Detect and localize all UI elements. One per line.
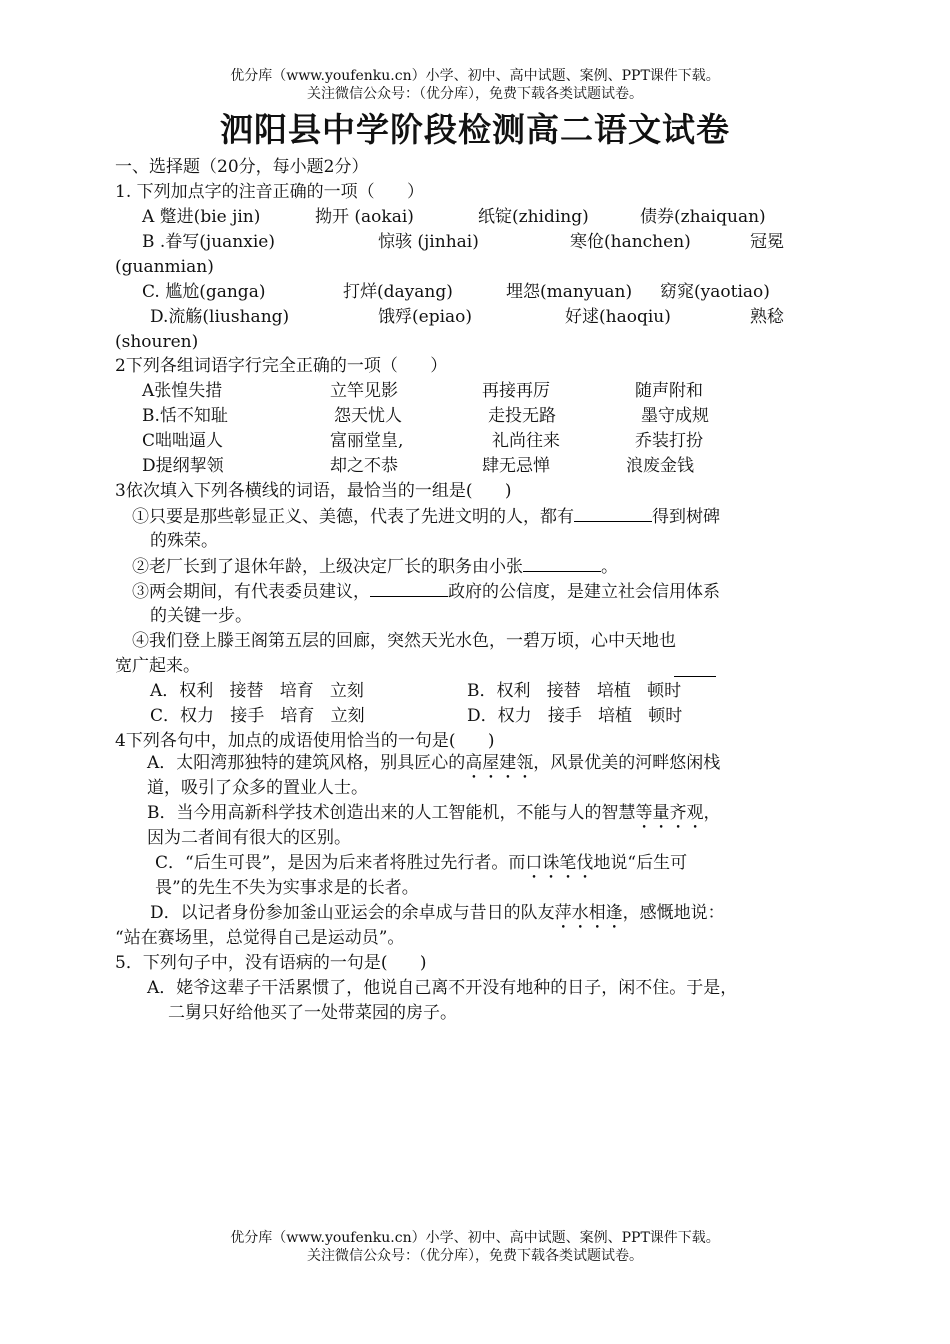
option-b-item: B .眷写(juanxie) <box>142 232 275 252</box>
question-stem: 3依次填入下列各横线的词语，最恰当的一组是( ) <box>115 481 512 501</box>
word-cell: 墨守成规 <box>641 406 709 426</box>
question-stem: 2下列各组词语字行完全正确的一项（ ） <box>115 356 448 376</box>
dotted-idiom: 等量齐观 <box>635 803 704 823</box>
option-b: B．当今用高新科学技术创造出来的人工智能机，不能与人的智慧等量齐观， <box>147 803 721 823</box>
word-cell: 却之不恭 <box>330 456 398 476</box>
option-c-item: 窈窕(yaotiao) <box>660 282 770 302</box>
option-b-wrap: (guanmian) <box>115 257 214 277</box>
option-a-wrap: 道，吸引了众多的置业人士。 <box>147 778 368 798</box>
word-cell: 富丽堂皇, <box>330 431 404 451</box>
dotted-idiom: 萍水相逢 <box>554 903 623 923</box>
exam-title: 泗阳县中学阶段检测高二语文试卷 <box>220 110 730 149</box>
option-d: D．以记者身份参加釜山亚运会的余卓成与昔日的队友萍水相逢，感慨地说： <box>150 903 725 923</box>
choice-d: D．权力 接手 培植 顿时 <box>467 706 683 726</box>
word-cell: C咄咄逼人 <box>142 431 224 451</box>
section-heading: 一、选择题（20分，每小题2分） <box>115 157 369 177</box>
choice-b: B．权利 接替 培植 顿时 <box>467 681 682 701</box>
header-line-1: 优分库（www.youfenku.cn）小学、初中、高中试题、案例、PPT课件下载。 <box>230 68 720 84</box>
option-d-wrap: “站在赛场里，总觉得自己是运动员”。 <box>115 928 405 948</box>
sentence-4-wrap: 宽广起来。 <box>115 656 200 676</box>
word-cell: 立竿见影 <box>330 381 398 401</box>
option-a-item: 拗开 (aokai) <box>315 207 414 227</box>
word-cell: 浪废金钱 <box>626 456 694 476</box>
word-cell: B.恬不知耻 <box>142 406 228 426</box>
option-a-item: 纸锭(zhiding) <box>478 207 589 227</box>
question-stem: 4下列各句中，加点的成语使用恰当的一句是( ) <box>115 731 495 751</box>
choice-a: A．权利 接替 培育 立刻 <box>150 681 364 701</box>
option-b-item: 冠冕 <box>750 232 784 252</box>
option-a: A．太阳湾那独特的建筑风格，别具匠心的高屋建瓴，风景优美的河畔悠闲栈 <box>147 753 721 773</box>
sentence-1: ①只要是那些彰显正义、美德，代表了先进文明的人，都有 得到树碑 <box>132 507 720 527</box>
option-a-item: 债券(zhaiquan) <box>640 207 766 227</box>
option-d-item: D.流觞(liushang) <box>150 307 290 327</box>
option-d-item: 饿殍(epiao) <box>378 307 473 327</box>
footer-line-1: 优分库（www.youfenku.cn）小学、初中、高中试题、案例、PPT课件下载。 <box>230 1230 720 1246</box>
question-stem: 1. 下列加点字的注音正确的一项（ ） <box>115 182 425 202</box>
word-cell: 随声附和 <box>635 381 703 401</box>
word-cell: 怨天忧人 <box>334 406 402 426</box>
option-c-item: 打烊(dayang) <box>343 282 453 302</box>
option-b-item: 惊骇 (jinhai) <box>378 232 479 252</box>
option-b-item: 寒伧(hanchen) <box>570 232 691 252</box>
option-c-item: C. 尴尬(ganga) <box>142 282 266 302</box>
sentence-1-wrap: 的殊荣。 <box>150 531 218 551</box>
option-a: A．姥爷这辈子干活累惯了，他说自己离不开没有地种的日子，闲不住。于是， <box>147 978 738 998</box>
dotted-idiom: 口诛笔伐 <box>525 853 594 873</box>
sentence-3: ③两会期间，有代表委员建议， 政府的公信度，是建立社会信用体系 <box>132 582 720 602</box>
word-cell: 肆无忌惮 <box>482 456 550 476</box>
dotted-idiom: 高屋建瓴 <box>465 753 534 773</box>
word-cell: 礼尚往来 <box>492 431 560 451</box>
option-d-item: 好逑(haoqiu) <box>565 307 671 327</box>
option-a-wrap: 二舅只好给他买了一处带菜园的房子。 <box>168 1003 457 1023</box>
option-b-wrap: 因为二者间有很大的区别。 <box>147 828 351 848</box>
option-d-item: 熟稔 <box>750 307 784 327</box>
choice-c: C．权力 接手 培育 立刻 <box>150 706 365 726</box>
word-cell: 再接再厉 <box>482 381 550 401</box>
option-c-wrap: 畏”的先生不失为实事求是的长者。 <box>155 878 419 898</box>
word-cell: 走投无路 <box>488 406 556 426</box>
question-stem: 5．下列句子中，没有语病的一句是( ) <box>115 953 427 973</box>
fill-blank <box>574 505 652 522</box>
word-cell: D提纲挈领 <box>142 456 224 476</box>
header-line-2: 关注微信公众号：（优分库），免费下载各类试题试卷。 <box>307 86 643 102</box>
fill-blank <box>370 580 448 597</box>
word-cell: 乔装打扮 <box>635 431 703 451</box>
sentence-2: ②老厂长到了退休年龄，上级决定厂长的职务由小张 。 <box>132 557 618 577</box>
option-a-item: A 蹩进(bie jin) <box>142 207 261 227</box>
blank-overline <box>674 676 716 677</box>
word-cell: A张惶失措 <box>142 381 223 401</box>
footer-line-2: 关注微信公众号：（优分库），免费下载各类试题试卷。 <box>307 1248 643 1264</box>
sentence-4: ④我们登上滕王阁第五层的回廊，突然天光水色，一碧万顷，心中天地也 <box>132 631 676 651</box>
option-d-wrap: (shouren) <box>115 332 199 352</box>
option-c: C．“后生可畏”，是因为后来者将胜过先行者。而口诛笔伐地说“后生可 <box>155 853 688 873</box>
sentence-3-wrap: 的关键一步。 <box>150 606 252 626</box>
fill-blank <box>523 555 601 572</box>
option-c-item: 埋怨(manyuan) <box>506 282 633 302</box>
